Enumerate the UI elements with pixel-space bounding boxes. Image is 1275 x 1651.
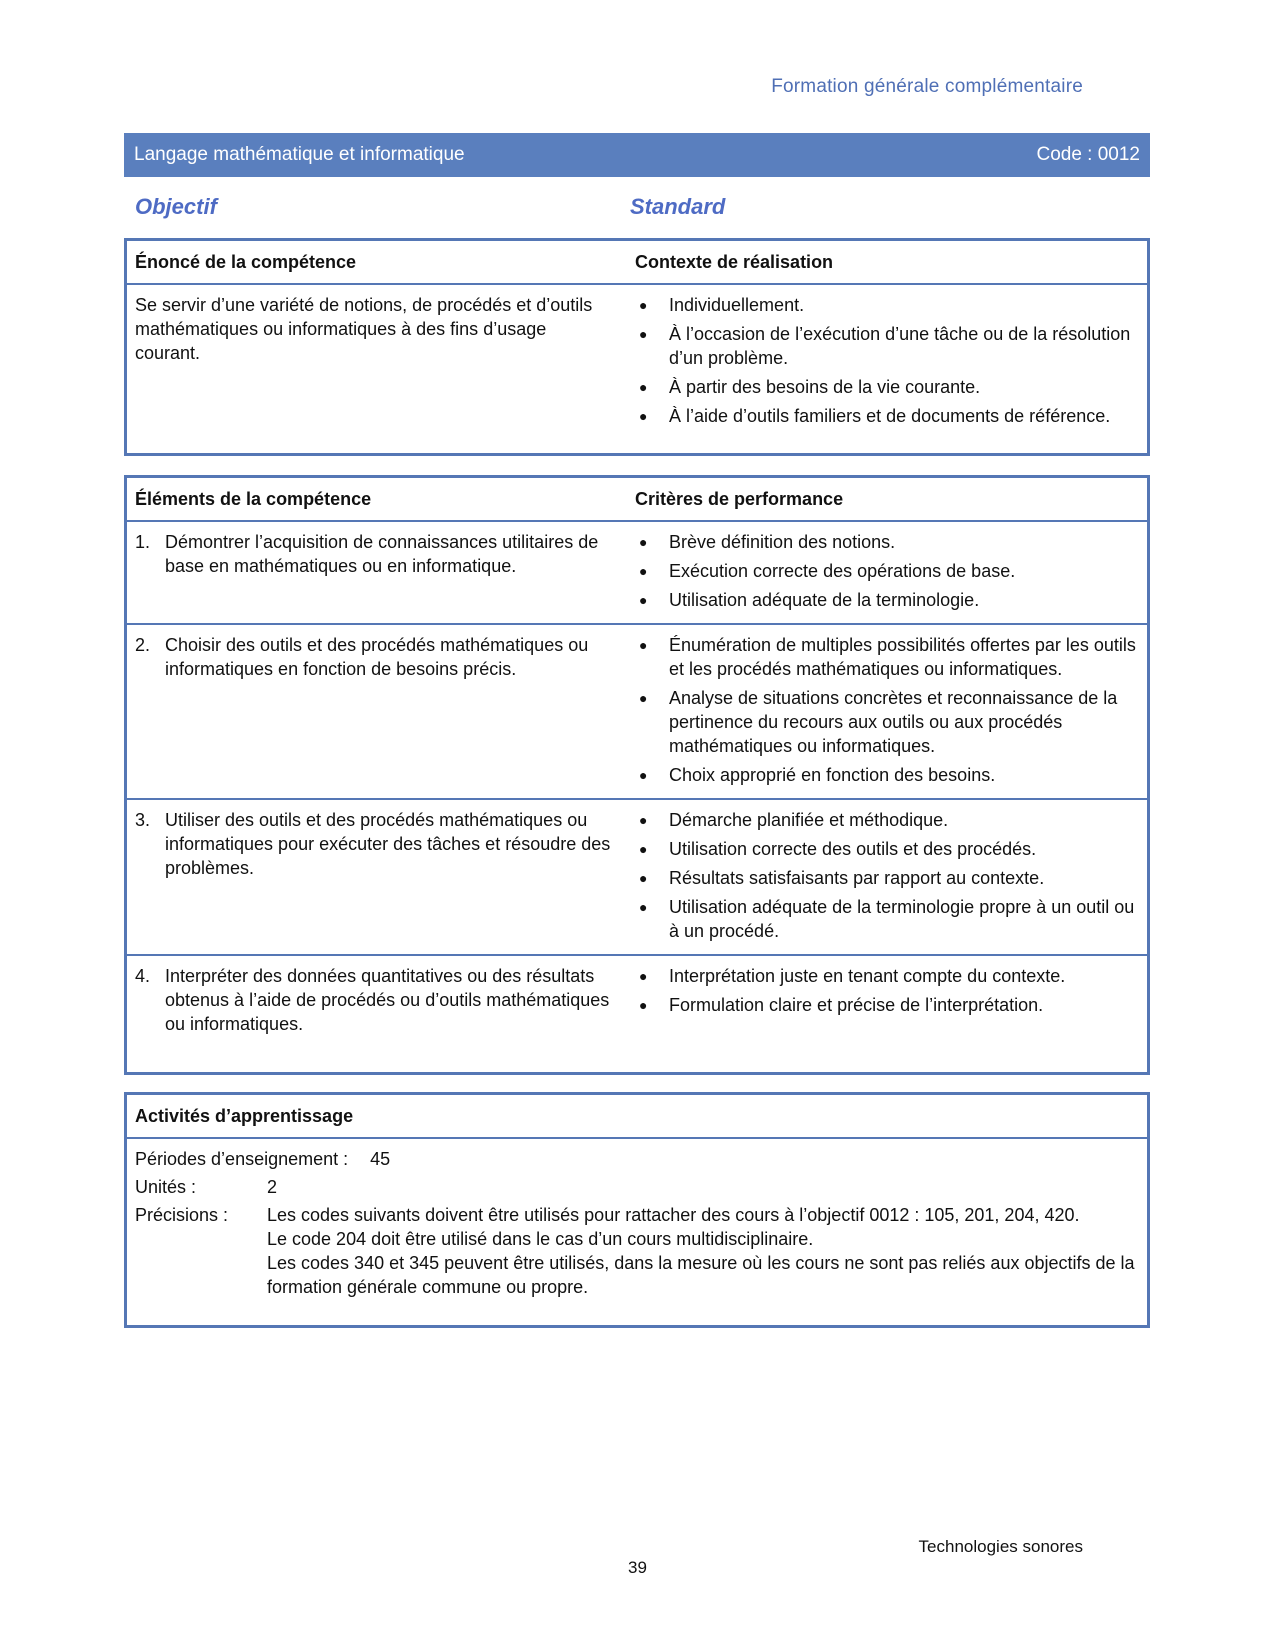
course-code: Code : 0012 xyxy=(1036,144,1140,165)
element-row-3: 3. Utiliser des outils et des procédés mathématiques ou informatiques pour exécuter des tâches et résoudre des problèmes. ● Démarche planifiée et méthodique. ● Utilisation correcte des outils et des procédés. ● Résultats satisfaisants par rapport au contexte. ● Utilisation adéquate de la terminologie propre à un outil ou à un procédé. xyxy=(127,800,1147,956)
bullet-icon: ● xyxy=(639,968,648,984)
precisions-row xyxy=(135,1203,1139,1299)
criteres-list xyxy=(635,633,1137,787)
page-header: Formation générale complémentaire xyxy=(771,76,1083,97)
periodes-label: Périodes d’enseignement : xyxy=(135,1149,349,1169)
element-text: Choisir des outils et des procédés mathématiques ou informatiques en fonction de besoins précis. xyxy=(165,635,589,679)
element-row-2: 2. Choisir des outils et des procédés mathématiques ou informatiques en fonction de besoins précis. ● Énumération de multiples possibilités offertes par les outils et les procédés mathématiques ou informatiques. ● Analyse de situations concrètes et reconnaissance de la pertinence du recours aux outils ou aux procédés mathématiques ou informatiques. ● Choix approprié en fonction des besoins. xyxy=(127,625,1147,800)
activites-box xyxy=(124,1092,1150,1328)
list-item: ● Résultats satisfaisants par rapport au contexte. xyxy=(635,866,1137,890)
precision-line: Le code 204 doit être utilisé dans le cas d’un cours multidisciplinaire. xyxy=(267,1229,814,1249)
list-item: ● Utilisation adéquate de la terminologie propre à un outil ou à un procédé. xyxy=(635,895,1137,943)
unites-value: 2 xyxy=(267,1177,278,1197)
list-item: ● Individuellement. xyxy=(635,293,1137,317)
element-text: Utiliser des outils et des procédés mathématiques ou informatiques pour exécuter des tâches et résoudre des problèmes. xyxy=(165,810,611,878)
bullet-icon: ● xyxy=(639,997,648,1013)
criteres-heading: Critères de performance xyxy=(635,489,844,509)
bullet-icon: ● xyxy=(639,379,648,395)
bullet-icon: ● xyxy=(639,534,648,550)
bullet-icon: ● xyxy=(639,326,648,342)
list-item: ● Énumération de multiples possibilités offertes par les outils et les procédés mathématiques ou informatiques. xyxy=(635,633,1137,681)
list-item: ● Démarche planifiée et méthodique. xyxy=(635,808,1137,832)
element-text: Interpréter des données quantitatives ou des résultats obtenus à l’aide de procédés ou d’outils mathématiques ou informatiques. xyxy=(165,966,610,1034)
contexte-heading: Contexte de réalisation xyxy=(635,252,834,272)
list-item: ● Utilisation adéquate de la terminologie. xyxy=(635,588,1137,612)
activites-heading: Activités d’apprentissage xyxy=(135,1106,354,1126)
standard-heading: Standard xyxy=(630,194,726,219)
page-number: 39 xyxy=(628,1558,647,1577)
list-item: ● Utilisation correcte des outils et des procédés. xyxy=(635,837,1137,861)
bullet-icon: ● xyxy=(639,690,648,706)
title-bar xyxy=(124,133,1150,177)
precision-line: Les codes suivants doivent être utilisés pour rattacher des cours à l’objectif 0012 : 105, 201, 204, 420. xyxy=(267,1205,1080,1225)
list-item: ● Analyse de situations concrètes et reconnaissance de la pertinence du recours aux outils ou aux procédés mathématiques ou informatiques. xyxy=(635,686,1137,758)
competence-row xyxy=(127,285,1147,439)
element-text: Démontrer l’acquisition de connaissances utilitaires de base en mathématiques ou en informatique. xyxy=(165,532,599,576)
list-item: ● Interprétation juste en tenant compte du contexte. xyxy=(635,964,1137,988)
bullet-icon: ● xyxy=(639,637,648,653)
elements-heading: Éléments de la compétence xyxy=(135,489,372,509)
bullet-icon: ● xyxy=(639,408,648,424)
criteres-list xyxy=(635,530,1137,612)
list-item: ● À partir des besoins de la vie courante. xyxy=(635,375,1137,399)
course-title: Langage mathématique et informatique xyxy=(134,144,465,165)
element-row-4: 4. Interpréter des données quantitatives ou des résultats obtenus à l’aide de procédés ou d’outils mathématiques ou informatiques. ● Interprétation juste en tenant compte du contexte. ● Formulation claire et précise de l’interprétation. xyxy=(127,956,1147,1042)
bullet-icon: ● xyxy=(639,297,648,313)
unites-row xyxy=(135,1175,1139,1199)
elements-header xyxy=(127,478,1147,522)
precisions-label: Précisions : xyxy=(135,1205,229,1225)
periodes-value: 45 xyxy=(370,1149,391,1169)
list-item: ● À l’aide d’outils familiers et de documents de référence. xyxy=(635,404,1137,428)
bullet-icon: ● xyxy=(639,841,648,857)
enonce-text: Se servir d’une variété de notions, de procédés et d’outils mathématiques ou informatiques à des fins d’usage courant. xyxy=(135,295,593,363)
bullet-icon: ● xyxy=(639,899,648,915)
bullet-icon: ● xyxy=(639,767,648,783)
criteres-list xyxy=(635,964,1137,1017)
bullet-icon: ● xyxy=(639,592,648,608)
activites-header xyxy=(127,1095,1147,1139)
list-item: ● Brève définition des notions. xyxy=(635,530,1137,554)
periodes-row xyxy=(135,1147,1139,1171)
unites-label: Unités : xyxy=(135,1177,197,1197)
activites-content xyxy=(127,1139,1147,1307)
competence-box xyxy=(124,238,1150,456)
elements-box xyxy=(124,475,1150,1075)
element-row-1: 1. Démontrer l’acquisition de connaissances utilitaires de base en mathématiques ou en informatique. ● Brève définition des notions. ● Exécution correcte des opérations de base. ● Utilisation adéquate de la terminologie. xyxy=(127,522,1147,625)
enonce-heading: Énoncé de la compétence xyxy=(135,252,357,272)
list-item: ● À l’occasion de l’exécution d’une tâche ou de la résolution d’un problème. xyxy=(635,322,1137,370)
bullet-icon: ● xyxy=(639,870,648,886)
bullet-icon: ● xyxy=(639,563,648,579)
criteres-list xyxy=(635,808,1137,943)
objectif-heading: Objectif xyxy=(135,194,217,219)
list-item: ● Exécution correcte des opérations de base. xyxy=(635,559,1137,583)
list-item: ● Formulation claire et précise de l’interprétation. xyxy=(635,993,1137,1017)
bullet-icon: ● xyxy=(639,812,648,828)
competence-header xyxy=(127,241,1147,285)
precision-line: Les codes 340 et 345 peuvent être utilisés, dans la mesure où les cours ne sont pas reliés aux objectifs de la formation générale commune ou propre. xyxy=(267,1253,1135,1297)
contexte-list xyxy=(635,293,1137,428)
footer-program: Technologies sonores xyxy=(918,1537,1083,1556)
list-item: ● Choix approprié en fonction des besoins. xyxy=(635,763,1137,787)
